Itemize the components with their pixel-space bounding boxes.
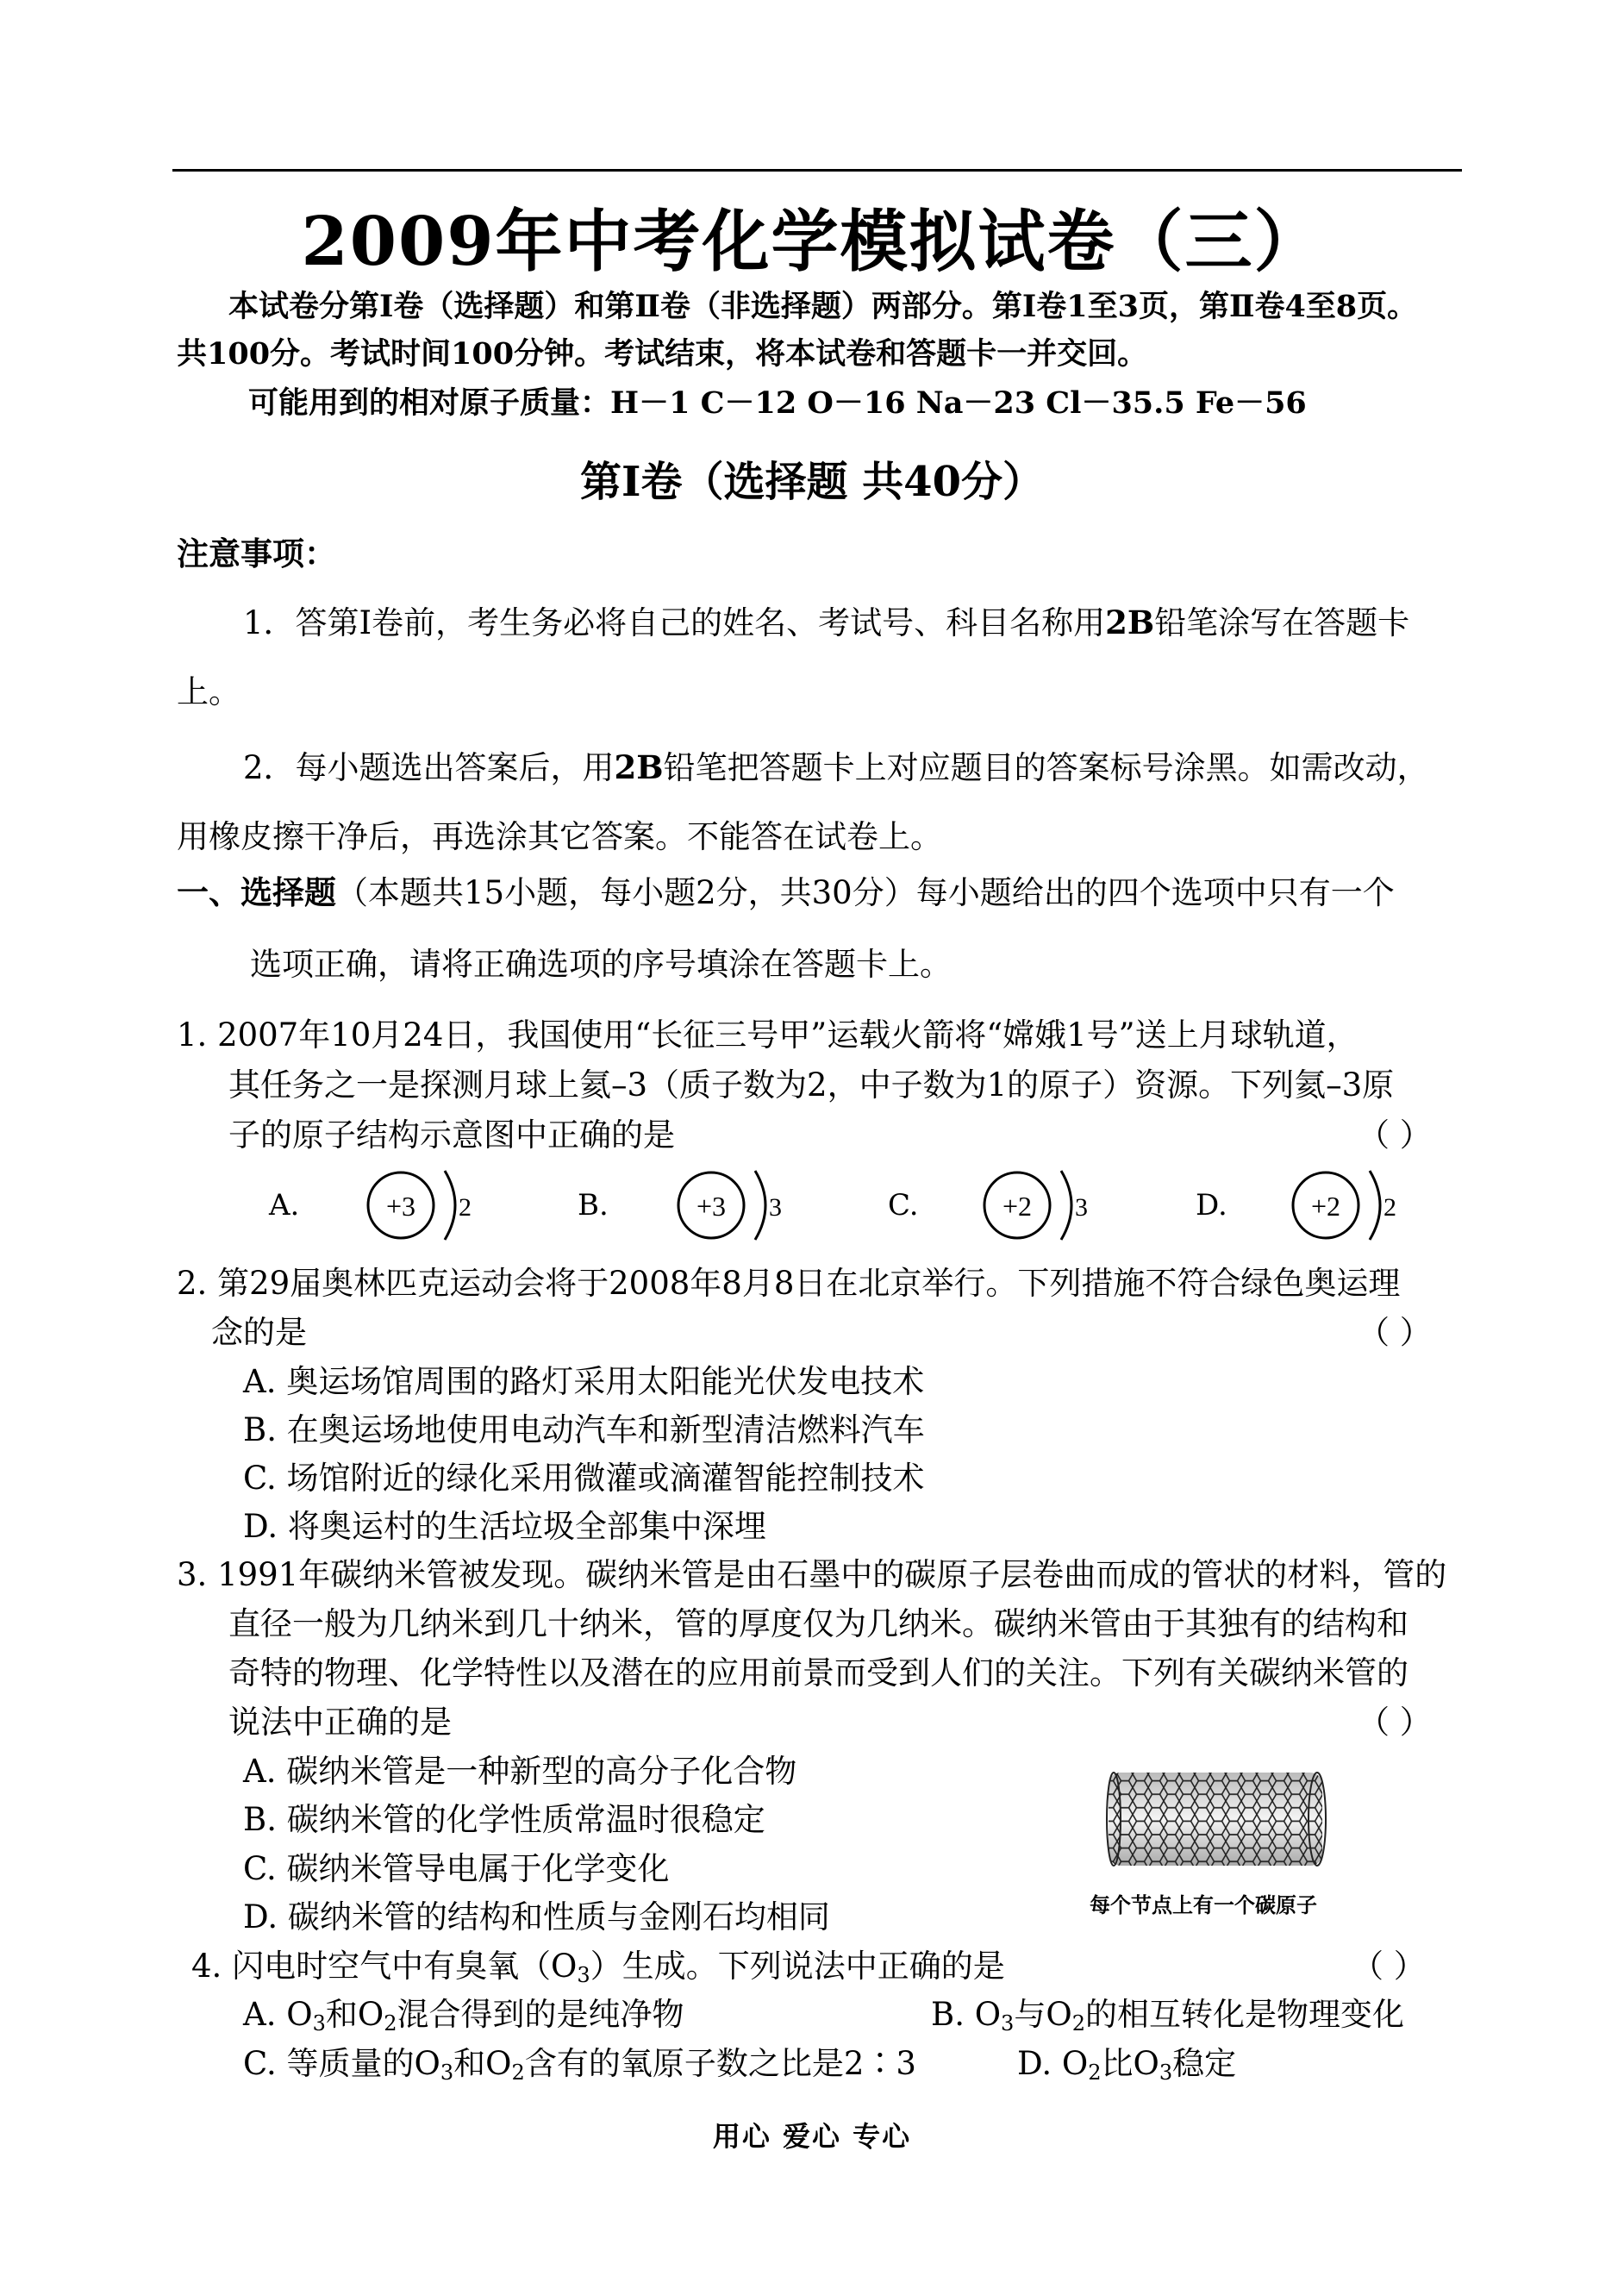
q1-option-a-letter: A.: [269, 1188, 300, 1223]
carbon-nanotube-image: [1102, 1767, 1330, 1874]
part-1-label: 一、选择题: [177, 873, 336, 911]
note-1-text-a: 1．答第Ⅰ卷前，考生务必将自己的姓名、考试号、科目名称用: [243, 604, 1106, 641]
note-1: [243, 597, 1409, 643]
q3-option-b: B. 碳纳米管的化学性质常温时很稳定: [243, 1801, 765, 1838]
q4-line-1: [191, 1940, 1005, 1986]
note-1-bold: 2B: [1105, 603, 1155, 641]
q1-option-c-diagram: [978, 1164, 1099, 1250]
q2-line-1: 2. 第29届奥林匹克运动会将于2008年8月8日在北京举行。下列措施不符合绿色奥运理: [177, 1265, 1401, 1302]
note-2-bold: 2B: [614, 748, 664, 786]
q1-option-d-nucleus: +2: [1310, 1191, 1341, 1222]
q3-line-1: 3. 1991年碳纳米管被发现。碳纳米管是由石墨中的碳原子层卷曲而成的管状的材料，管的: [177, 1556, 1447, 1593]
q3-answer-paren: （ ）: [1358, 1704, 1432, 1741]
q4-option-c: C. 等质量的$O_3$和$O_2$含有的氧原子数之比是2∶3: [243, 2045, 916, 2085]
note-2-text-b: 铅笔把答题卡上对应题目的答案标号涂黑。如需改动，: [663, 749, 1429, 786]
q4-option-d: D. $O_2$比$O_3$稳定: [1017, 2045, 1237, 2085]
atomic-mass-line: 可能用到的相对原子质量：H－1 C－12 O－16 Na－23 Cl－35.5 Fe－56: [248, 385, 1307, 421]
q2-answer-paren: （ ）: [1358, 1314, 1432, 1351]
q3-line-2: 直径一般为几纳米到几十纳米，管的厚度仅为几纳米。碳纳米管由于其独有的结构和: [228, 1605, 1409, 1642]
q3-option-c: C. 碳纳米管导电属于化学变化: [243, 1850, 670, 1887]
q1-line-2: 其任务之一是探测月球上氦–3（质子数为2，中子数为1的原子）资源。下列氦–3原: [228, 1066, 1395, 1104]
q3-line-3: 奇特的物理、化学特性以及潜在的应用前景而受到人们的关注。下列有关碳纳米管的: [228, 1654, 1409, 1692]
part-1-heading: [177, 866, 1395, 913]
q4-option-a: A. $O_3$和$O_2$混合得到的是纯净物: [243, 1996, 684, 2035]
q2-option-d: D. 将奥运村的生活垃圾全部集中深埋: [243, 1508, 766, 1545]
q1-option-d-shell: 2: [1384, 1193, 1396, 1222]
q3-option-a: A. 碳纳米管是一种新型的高分子化合物: [243, 1753, 797, 1790]
q1-option-a-diagram: [362, 1164, 483, 1250]
note-2-cont: 用橡皮擦干净后，再选涂其它答案。不能答在试卷上。: [177, 818, 942, 855]
q4-text-b: ）生成。下列说法中正确的是: [590, 1948, 1005, 1985]
part-1-desc: （本题共15小题，每小题2分，共30分）每小题给出的四个选项中只有一个: [336, 874, 1395, 911]
q1-answer-paren: （ ）: [1358, 1116, 1432, 1154]
q1-line-1: 1. 2007年10月24日，我国使用“长征三号甲”运载火箭将“嫦娥1号”送上月球轨道，: [177, 1016, 1359, 1054]
section-title: 第Ⅰ卷（选择题 共40分）: [580, 458, 1044, 506]
q1-option-a-nucleus: +3: [385, 1191, 416, 1222]
header-rule: [172, 169, 1462, 172]
q3-option-d: D. 碳纳米管的结构和性质与金刚石均相同: [243, 1898, 830, 1935]
notes-heading: 注意事项：: [177, 535, 336, 572]
q2-option-c: C. 场馆附近的绿化采用微灌或滴灌智能控制技术: [243, 1460, 925, 1497]
q1-option-a-shell: 2: [459, 1193, 472, 1222]
nanotube-caption: 每个节点上有一个碳原子: [1090, 1892, 1317, 1917]
q4-answer-paren: （ ）: [1352, 1948, 1426, 1985]
page-title: 2009年中考化学模拟试卷（三）: [301, 203, 1323, 281]
q1-option-b-nucleus: +3: [696, 1191, 727, 1222]
q1-option-c-letter: C.: [888, 1188, 919, 1223]
intro-line-2: 共100分。考试时间100分钟。考试结束，将本试卷和答题卡一并交回。: [177, 336, 1148, 372]
q1-option-b-shell: 3: [769, 1193, 782, 1222]
q2-option-a: A. 奥运场馆周围的路灯采用太阳能光伏发电技术: [243, 1363, 925, 1400]
q1-option-c-nucleus: +2: [1002, 1191, 1033, 1222]
q1-line-3: 子的原子结构示意图中正确的是: [228, 1116, 675, 1154]
q1-option-b-diagram: [672, 1164, 793, 1250]
q1-option-b-letter: B.: [578, 1188, 609, 1223]
q3-line-4: 说法中正确的是: [228, 1704, 452, 1741]
q1-option-c-shell: 3: [1075, 1193, 1088, 1222]
note-2: [243, 741, 1429, 788]
q1-option-d-letter: D.: [1196, 1188, 1227, 1223]
q4-option-b: B. $O_3$与$O_2$的相互转化是物理变化: [931, 1996, 1405, 2035]
page-footer: 用心 爱心 专心: [712, 2120, 912, 2153]
q2-line-2: 念的是: [211, 1314, 307, 1351]
intro-line-1: 本试卷分第Ⅰ卷（选择题）和第Ⅱ卷（非选择题）两部分。第Ⅰ卷1至3页，第Ⅱ卷4至8页。: [228, 289, 1418, 324]
part-1-desc-2: 选项正确，请将正确选项的序号填涂在答题卡上。: [250, 946, 952, 983]
note-1-cont: 上。: [177, 673, 240, 710]
q4-sub: 3: [577, 1963, 590, 1987]
q4-text-a: 4. 闪电时空气中有臭氧（O: [191, 1948, 578, 1985]
note-1-text-b: 铅笔涂写在答题卡: [1154, 604, 1410, 641]
note-2-text-a: 2．每小题选出答案后，用: [243, 749, 615, 786]
q1-option-d-diagram: [1287, 1164, 1408, 1250]
q2-option-b: B. 在奥运场地使用电动汽车和新型清洁燃料汽车: [243, 1411, 925, 1448]
